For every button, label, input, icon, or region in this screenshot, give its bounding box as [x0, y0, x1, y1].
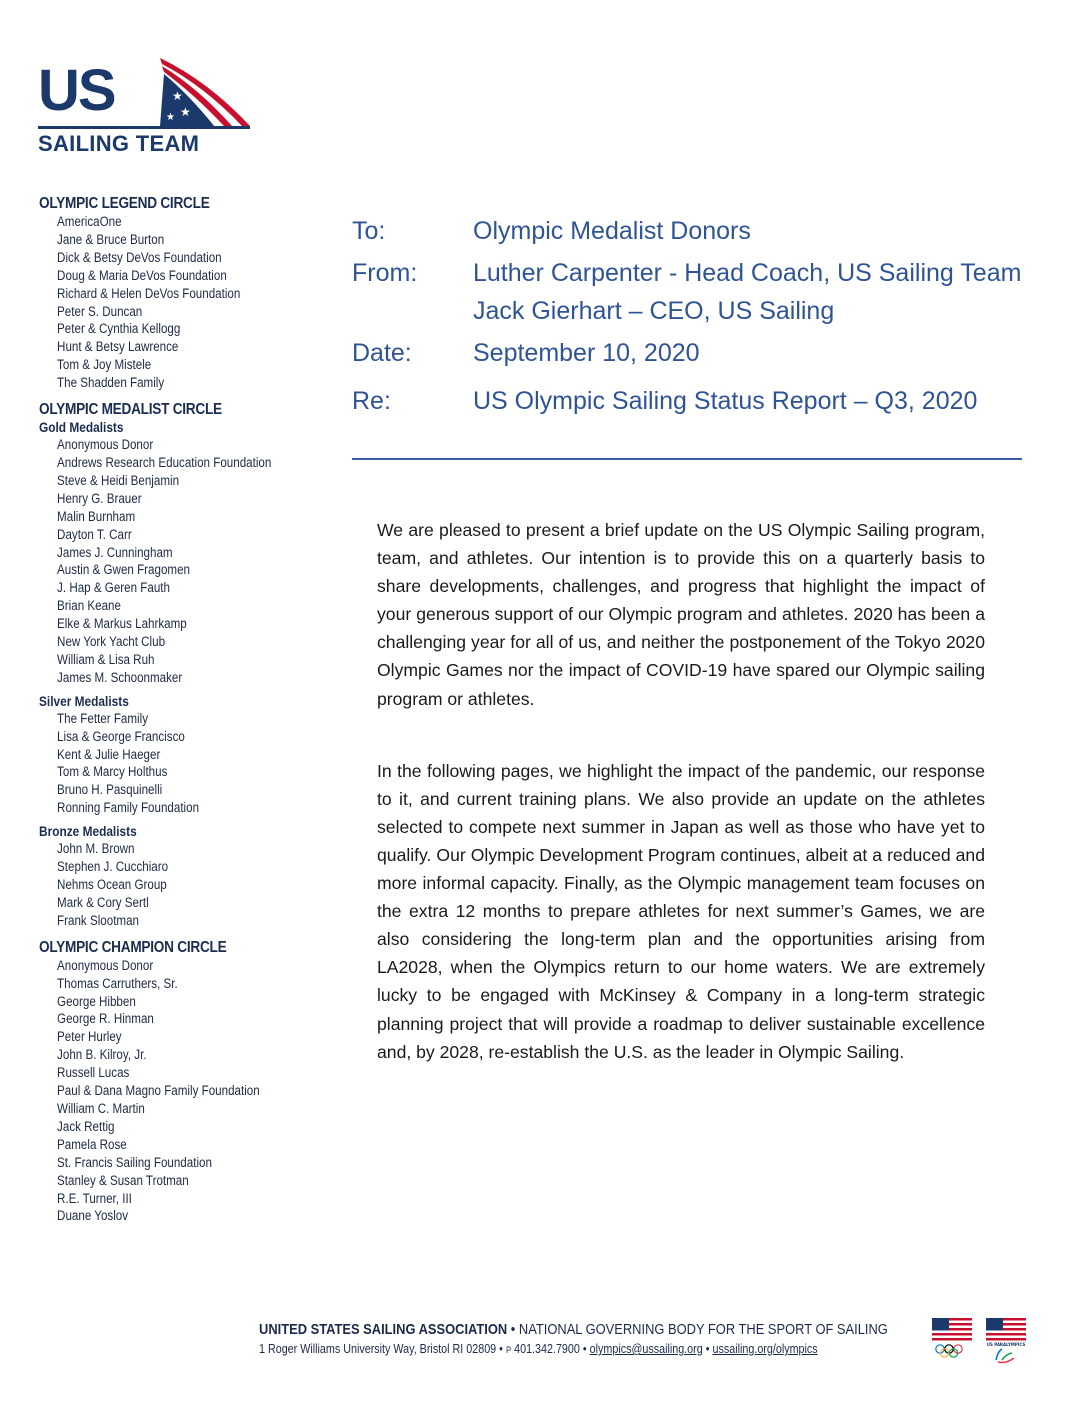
donor-name: Andrews Research Education Foundation: [57, 454, 272, 470]
footer-separator: •: [499, 1342, 503, 1356]
footer-tagline: NATIONAL GOVERNING BODY FOR THE SPORT OF SAILING: [518, 1321, 888, 1338]
donor-name: Stephen J. Cucchiaro: [57, 859, 169, 875]
donor-name: Kent & Julie Haeger: [57, 746, 161, 762]
donor-name: Ronning Family Foundation: [57, 800, 200, 816]
footer-separator: •: [510, 1321, 516, 1338]
svg-text:★: ★: [180, 105, 191, 119]
silver-tier: [39, 693, 329, 817]
donor-name: Steve & Heidi Benjamin: [57, 472, 180, 488]
donor-name: Brian Keane: [57, 598, 121, 614]
donor-name: J. Hap & Geren Fauth: [57, 580, 171, 596]
donor-name: Hunt & Betsy Lawrence: [57, 339, 179, 355]
donor-name: George R. Hinman: [57, 1011, 154, 1027]
donor-name: Thomas Carruthers, Sr.: [57, 975, 178, 991]
letterhead-footer: [259, 1321, 919, 1358]
footer-website-link[interactable]: ussailing.org/olympics: [712, 1342, 818, 1356]
circle-title: OLYMPIC MEDALIST CIRCLE: [39, 401, 222, 419]
donor-name: Richard & Helen DeVos Foundation: [57, 285, 241, 301]
tier-title: Silver Medalists: [39, 693, 129, 709]
footer-phone: 401.342.7900: [514, 1342, 580, 1356]
donor-name: Tom & Joy Mistele: [57, 357, 152, 373]
donor-name: Dayton T. Carr: [57, 526, 132, 542]
donor-name: Jack Rettig: [57, 1118, 115, 1134]
svg-text:★: ★: [172, 89, 183, 103]
tier-title: Gold Medalists: [39, 420, 124, 436]
donor-name: George Hibben: [57, 993, 136, 1009]
letter-body: [377, 516, 985, 1066]
donor-name: Paul & Dana Magno Family Foundation: [57, 1083, 260, 1099]
donor-name: Russell Lucas: [57, 1065, 130, 1081]
us-paralympic-flag-agitos-icon: [986, 1318, 1026, 1366]
memo-header: [352, 212, 1022, 420]
donor-name: Peter & Cynthia Kellogg: [57, 321, 181, 337]
memo-re-row: [352, 382, 1022, 420]
body-paragraph: In the following pages, we highlight the impact of the pandemic, our response to it, and current training plans. We also provide an update on the athletes selected to compete next summer in Japan as well as those who have yet to qualify. Our Olympic Development Program continues, albeit at a reduced and more informal capacity. Finally, as the Olympic management team focuses on the extra 12 months to prepare athletes for next summer’s Games, we are also considering the long-term plan and the opportunities arising from LA2028, when the Olympics return to our home waters. We are extremely lucky to be engaged with McKinsey & Company in a long-term strategic planning project that will provide a roadmap to deliver sustainable excellence and, by 2028, re-establish the U.S. as the leader in Olympic Sailing.: [377, 760, 985, 1062]
donor-name: New York Yacht Club: [57, 634, 166, 650]
us-sailing-team-logo: [38, 56, 253, 156]
donor-sidebar: [39, 195, 329, 1234]
memo-date-value: September 10, 2020: [473, 339, 700, 367]
memo-from-value-2: Jack Gierhart – CEO, US Sailing: [473, 297, 835, 325]
donor-name: AmericaOne: [57, 214, 122, 229]
svg-text:★: ★: [166, 112, 175, 123]
footer-org-name: UNITED STATES SAILING ASSOCIATION: [259, 1321, 508, 1338]
body-paragraph: We are pleased to present a brief update on the US Olympic Sailing program, team, and athletes. Our intention is to provide this on a quarterly basis to share developments, challenges, and progress that highlight the impact of your generous support of our Olympic program and athletes. 2020 has been a challenging year for all of us, and neither the postponement of the Tokyo 2020 Olympic Games nor the impact of COVID-19 have spared our Olympic sailing program or athletes.: [377, 520, 985, 709]
memo-re-label: Re:: [352, 387, 391, 415]
donor-name: Mark & Cory Sertl: [57, 894, 149, 910]
footer-org-line: [259, 1321, 888, 1339]
donor-name: Austin & Gwen Fragomen: [57, 562, 190, 578]
donor-name: Anonymous Donor: [57, 437, 154, 453]
donor-name: Lisa & George Francisco: [57, 728, 185, 744]
donor-name: Elke & Markus Lahrkamp: [57, 616, 187, 632]
donor-name: Bruno H. Pasquinelli: [57, 782, 163, 798]
donor-name: John M. Brown: [57, 841, 135, 857]
legend-circle: [39, 195, 329, 392]
paralympic-label: US PARALYMPICS: [986, 1342, 1026, 1347]
donor-name: James M. Schoonmaker: [57, 669, 183, 685]
memo-from-value-1: Luther Carpenter - Head Coach, US Sailing Team: [473, 259, 1022, 287]
tier-title: Bronze Medalists: [39, 824, 137, 840]
medalist-circle: [39, 401, 329, 930]
bronze-tier: [39, 823, 329, 930]
logo-us-text: US: [38, 58, 115, 123]
footer-contact-line: [259, 1341, 827, 1358]
footer-address: 1 Roger Williams University Way, Bristol RI 02809: [259, 1342, 497, 1356]
donor-name: William & Lisa Ruh: [57, 651, 155, 667]
memo-to-label: To:: [352, 217, 386, 245]
phone-prefix: P: [505, 1345, 512, 1355]
donor-name: St. Francis Sailing Foundation: [57, 1154, 212, 1170]
donor-name: Nehms Ocean Group: [57, 877, 167, 892]
donor-name: The Shadden Family: [57, 375, 165, 391]
donor-name: Doug & Maria DeVos Foundation: [57, 267, 227, 283]
footer-separator: •: [705, 1342, 710, 1356]
donor-name: John B. Kilroy, Jr.: [57, 1047, 147, 1063]
donor-name: Peter S. Duncan: [57, 303, 143, 319]
donor-name: Malin Burnham: [57, 508, 136, 524]
donor-name: Duane Yoslov: [57, 1208, 129, 1224]
memo-from-row: [352, 254, 1022, 334]
memo-from-label: From:: [352, 259, 418, 287]
footer-email-link[interactable]: olympics@ussailing.org: [589, 1342, 703, 1356]
circle-title: OLYMPIC CHAMPION CIRCLE: [39, 938, 227, 956]
donor-name: Pamela Rose: [57, 1136, 127, 1152]
team-usa-badges: [932, 1318, 1032, 1366]
donor-name: James J. Cunningham: [57, 544, 173, 560]
memo-date-row: [352, 334, 1022, 382]
donor-name: William C. Martin: [57, 1100, 145, 1116]
donor-name: Stanley & Susan Trotman: [57, 1172, 189, 1188]
memo-re-value: US Olympic Sailing Status Report – Q3, 2020: [473, 387, 978, 415]
donor-name: Peter Hurley: [57, 1029, 122, 1045]
champion-circle: [39, 939, 329, 1226]
donor-name: Frank Slootman: [57, 912, 140, 928]
us-olympic-flag-rings-icon: [932, 1318, 972, 1366]
memo-divider: [352, 458, 1022, 460]
donor-name: Henry G. Brauer: [57, 490, 142, 506]
donor-name: Jane & Bruce Burton: [57, 231, 165, 247]
logo-sailing-team-text: SAILING TEAM: [38, 131, 200, 156]
memo-to-value: Olympic Medalist Donors: [473, 217, 751, 245]
footer-separator: •: [582, 1342, 587, 1356]
logo-underline: [38, 126, 250, 129]
donor-name: Anonymous Donor: [57, 957, 154, 973]
donor-name: The Fetter Family: [57, 710, 149, 726]
memo-to-row: [352, 212, 1022, 254]
memo-date-label: Date:: [352, 339, 412, 367]
sail-flag-icon: [138, 56, 253, 128]
donor-name: Dick & Betsy DeVos Foundation: [57, 249, 222, 265]
donor-name: R.E. Turner, III: [57, 1190, 132, 1206]
donor-name: Tom & Marcy Holthus: [57, 764, 168, 780]
gold-tier: [39, 419, 329, 687]
circle-title: OLYMPIC LEGEND CIRCLE: [39, 195, 210, 212]
